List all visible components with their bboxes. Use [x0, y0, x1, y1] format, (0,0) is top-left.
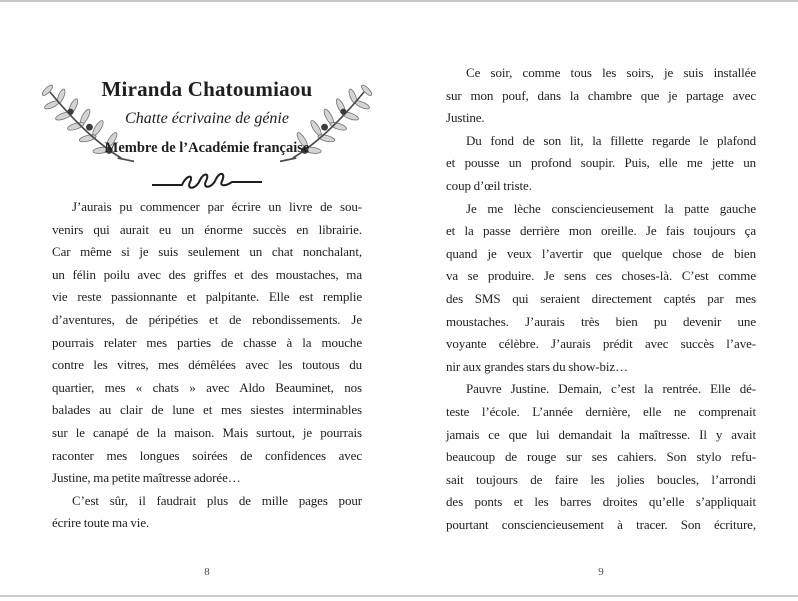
text-line: quand je veux l’avertir que quelque chose de bien [446, 245, 756, 261]
text-line: Justine, ma petite maîtresse adorée… [52, 470, 241, 486]
text-line: jamais ce que lui demandait la maîtresse. Il y avait [446, 426, 756, 442]
author-name: Miranda Chatoumiaou [101, 77, 313, 101]
text-line: Car même si je suis seulement un chat nonchalant, [52, 244, 362, 260]
text-line: et la passe derrière mon oreille. Je fais toujours ça [446, 223, 756, 239]
text-line: écrire toute ma vie. [52, 515, 150, 531]
text-line: venirs qui aurait eu un énorme succès en librairie. [52, 221, 362, 237]
text-line: va se produire. Je sens ces choses-là. C’est comme [446, 268, 756, 284]
text-line: Pauvre Justine. Demain, c’est la rentrée. Elle dé- [466, 381, 756, 397]
text-line: voyante célèbre. J’aurais prédit avec succès l’ave- [446, 336, 756, 352]
author-affiliation: Membre de l’Académie française [104, 140, 310, 156]
text-line: nir aux grandes stars du show-biz… [446, 358, 628, 374]
text-line: des SMS qui seraient directement captés par mes [446, 290, 756, 306]
rope-knot-divider-icon [152, 170, 262, 196]
page-number-right: 9 [598, 566, 604, 578]
text-line: sur mon pouf, dans la chambre que je partage avec [446, 87, 756, 103]
text-line: Du fond de son lit, la fillette regarde le plafond [466, 132, 756, 148]
page-left [52, 0, 362, 601]
page-right [446, 0, 756, 601]
text-line: teste l’école. L’année dernière, elle ne comprenait [446, 403, 756, 419]
text-line: beaucoup de rouge sur ses cahiers. Son stylo refu- [446, 449, 756, 465]
page-left-body [52, 196, 362, 535]
text-line: sur le canapé de la maison. Mais surtout, je pourrais [52, 424, 362, 440]
text-line: d’aventures, de péripéties et de rebondissements. Je [52, 311, 362, 327]
page-number-left: 8 [204, 566, 210, 578]
text-line: un félin poilu avec des griffes et des moustaches, ma [52, 266, 362, 282]
text-line: coup d’œil triste. [446, 177, 532, 193]
text-line: et pousse un profond soupir. Puis, elle me jette un [446, 155, 756, 171]
text-line: quartier, mes « chats » avec Aldo Beauminet, nos [52, 379, 362, 395]
text-line: Ce soir, comme tous les soirs, je suis installée [466, 65, 756, 80]
text-line: pourtant consciencieusement à tracer. Son écriture, [446, 516, 756, 532]
text-line: Je me lèche consciencieusement la patte gauche [466, 200, 756, 216]
author-subtitle: Chatte écrivaine de génie [125, 110, 289, 127]
text-line: moustaches. J’aurais très bien pu devenir une [446, 313, 756, 329]
text-line: des ponts et les barres droites qu’elle s’appliquait [446, 494, 756, 510]
page-right-body [446, 62, 756, 536]
text-line: raconter mes longues soirées de confidences avec [52, 447, 362, 463]
text-line: C’est sûr, il faudrait plus de mille pages pour [72, 492, 362, 508]
text-line: sait toujours de faire les jolies boucles, l’arrondi [446, 471, 756, 487]
text-line: Justine. [446, 110, 485, 126]
text-line: vie reste passionnante et palpitante. Elle est remplie [52, 289, 362, 305]
text-line: pourrais relater mes parties de chasse à la mouche [52, 334, 362, 350]
text-line: J’aurais pu commencer par écrire un livre de sou- [72, 199, 362, 214]
text-line: balades au clair de lune et mes siestes interminables [52, 402, 362, 418]
text-line: contre les vitres, mes démêlées avec les toutous du [52, 357, 362, 373]
